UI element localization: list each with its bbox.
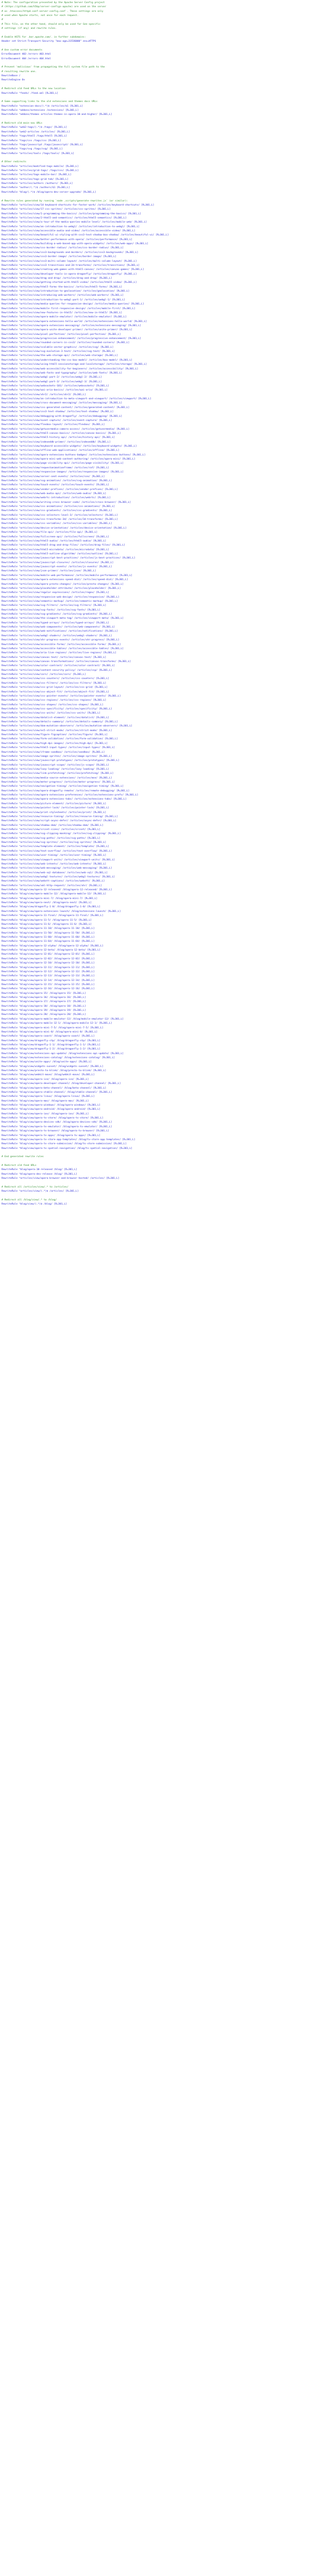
directive-line: RewriteRule ^blog/(.*)$ /blog/opera-dev-server-upgrade/ [R=301,L] <box>2 191 96 194</box>
directive-line: RewriteRule ^articles/view/webgl-part-2/ /articles/webgl-2/ [R=301,L] <box>2 376 102 379</box>
directive-line: RewriteRule ^articles/view/a-tour-of-the-media-queries-mobile-level/ /articles/mobile-web/ [R=301,L] <box>2 221 147 224</box>
directive-line: RewriteRule ^blog/view/opera-mini-7/ /blog/opera-mini-7/ [R=301,L] <box>2 897 98 900</box>
directive-line: RewriteRule ^blog/view/opera-tv-apps/ /blog/opera-tv-apps/ [R=301,L] <box>2 1134 100 1137</box>
directive-line: RewriteRule ^articles/view/opera-mobile-emulator/ /articles/mobile-emulator/ [R=301,L] <box>2 316 127 319</box>
directive-line: RewriteRule ^articles/view/web-messaging/ /articles/web-messaging/ [R=301,L] <box>2 867 112 870</box>
directive-line: RewriteRule ^articles/view/flexbox-layout/ /articles/flexbox/ [R=301,L] <box>2 423 105 427</box>
directive-line: RewriteRule ^blog/view/opera-18/ /blog/opera-18/ [R=301,L] <box>2 1005 86 1008</box>
blank-line <box>0 195 309 199</box>
directive-line: RewriteRule ^articles/view/indexeddb-primer/ /articles/indexeddb/ [R=301,L] <box>2 440 111 444</box>
directive-line: RewriteRule ^blog/view/opera-11-6/ /blog/opera-11-6/ [R=301,L] <box>2 923 92 926</box>
directive-line: RewriteRule ^articles/view/opera-extensions-speed-dial/ /articles/speed-dial/ [R=301,L] <box>2 579 128 582</box>
comment-line: # Some supporting links to the old extensions and themes docs URLs <box>2 100 98 104</box>
directive-line: RewriteRule ^articles/view/mobile-first-responsive-design/ /articles/mobile-first/ [R=301,L] <box>2 307 135 310</box>
directive-line: RewriteRule ^articles/view/javascript-closures/ /articles/closures/ [R=301,L] <box>2 561 114 564</box>
directive-line: RewriteRule ^articles/view/beautiful-ui-styling-with-css3-text-shadow-box-shadow/ /articles/beautiful-ui/ [R=301,L] <box>2 234 169 237</box>
directive-line: RewriteRule ^blog/view/opera-12-beta/ /blog/opera-12-beta/ [R=301,L] <box>2 949 100 952</box>
directive-line: RewriteRule ^blog/view/opera-15/ /blog/opera-15/ [R=301,L] <box>2 992 86 995</box>
directive-line: RewriteRule ^articles/view/opera-extensions-preferences/ /articles/extensions-prefs/ [R=301,L] <box>2 794 139 797</box>
comment-line: # Redirect old main-nav URLs <box>2 122 43 125</box>
directive-line: RewriteRule ^articles/view/css-filters/ /articles/css-filters/ [R=301,L] <box>2 682 107 685</box>
directive-line: RewriteRule ^blog/view/dragonfly-stp/ /blog/dragonfly-stp/ [R=301,L] <box>2 1039 100 1042</box>
directive-line: RewriteRule ^articles/view/javascript-best-practices/ /articles/js-best-practices/ [R=301,L] <box>2 557 135 560</box>
directive-line: RewriteRule ^articles/view/opera-extensions-hello-world/ /articles/extensions-hello-world/ [R=301,L] <box>2 320 147 323</box>
directive-line: RewriteRule ^blog/view/opera-mobile-12/ /blog/opera-mobile-12/ [R=301,L] <box>2 893 107 896</box>
directive-line: RewriteRule ^articles/view/mobile-web-performance/ /articles/mobile-performance/ [R=301,L] <box>2 574 132 577</box>
comment-line: # resulting rewrite one. <box>2 70 37 73</box>
directive-line: RewriteRule ^articles/tags-grid-tab/ [R=301,L] <box>2 178 68 181</box>
directive-line: RewriteRule ^articles/view/accessible-tables/ /articles/accessible-tables/ [R=301,L] <box>2 647 124 650</box>
directive-line: RewriteRule ^blog/view/dragonfly-1-0/ /blog/dragonfly-1-0/ [R=301,L] <box>2 906 100 909</box>
directive-line: RewriteRule ^articles/view/svg-paths/ /articles/svg-paths/ [R=301,L] <box>2 837 100 840</box>
directive-line: RewriteRule ^articles/view/14-keyboard-shortcuts-for-faster-work/ /articles/keyboard-shortcuts/ [R=301,L] <box>2 204 154 207</box>
directive-line: RewriteRule ^articles/view/the-viewport-meta-tag/ /articles/viewport-meta/ [R=301,L] <box>2 617 124 620</box>
directive-line: RewriteRule ^blog/view/opera-coast/ /blog/opera-coast/ [R=301,L] <box>2 1035 95 1038</box>
directive-line: RewriteRule ^articles/view/css-regions/ /articles/css-regions/ [R=301,L] <box>2 699 107 702</box>
comment-line: # Redirect all /articles/view/.* to /articles/ <box>2 1185 68 1189</box>
directive-line: RewriteRule ^blog/view/opera-tv-store-submission/ /blog/tv-store-submission/ [R=301,L] <box>2 1143 127 1146</box>
directive-line: RewriteRule ^blog/view/(.*)$ /blog/ [R=301,L] <box>2 1203 67 1206</box>
directive-line: RewriteRule ^articles/view/svg-clipping-masking/ /articles/svg-clipping/ [R=301,L] <box>2 833 121 836</box>
directive-line: RewriteRule ^articles/view/web-intents/ /articles/web-intents/ [R=301,L] <box>2 862 107 866</box>
directive-line: RewriteRule ^articles/view/css-selectors-level-3/ /articles/selectors/ [R=301,L] <box>2 514 118 517</box>
directive-line: RewriteRule ^articles/view/websockets-101/ /articles/websockets/ [R=301,L] <box>2 384 109 387</box>
directive-line: RewriteRule ^articles/view/srcset-sizes/ /articles/srcset/ [R=301,L] <box>2 828 100 831</box>
directive-line: RewriteRule ^blog/view/opera-12-10/ /blog/opera-12-10/ [R=301,L] <box>2 962 95 965</box>
directive-line: RewriteRule ^articles/view/an-introduction-to-meta-viewport-and-viewport/ /articles/viewport/ [R=301,L] <box>2 398 151 401</box>
directive-line: RewriteRule ^articles/view/cors/ /articles/cors/ [R=301,L] <box>2 673 86 676</box>
directive-line: RewriteRule ^articles/view/svg-gradients/ /articles/svg-gradients/ [R=301,L] <box>2 613 112 616</box>
directive-line: RewriteRule ^blog/view/opera-11-final/ /blog/opera-11-final/ [R=301,L] <box>2 914 104 918</box>
directive-line: RewriteRule ^articles/view/css-border-radius/ /articles/css-border-radius/ [R=301,L] <box>2 247 124 250</box>
directive-line: RewriteRule ^articles/view/pointer-lock/ /articles/pointer-lock/ [R=301,L] <box>2 807 109 810</box>
directive-line: RewriteRule ^articles/view/canvas-text/ /articles/canvas-text/ [R=301,L] <box>2 656 107 659</box>
directive-line: RewriteRule ^tags/javascript /tags/javascript/ [R=301,L] <box>2 143 83 146</box>
directive-line: RewriteRule ^blog/view/opera-mobile-12-1/ /blog/opera-mobile-12-1/ [R=301,L] <box>2 1022 112 1025</box>
blank-line <box>0 1181 309 1185</box>
directive-line: RewriteRule ^blog/view/unite-apps/ /blog/unite-apps/ [R=301,L] <box>2 1061 92 1064</box>
directive-line: RewriteRule ^articles/view/html5-audio/ /articles/html5-audio/ [R=301,L] <box>2 539 107 543</box>
directive-line: RewriteRule ^articles/view/picture-element/ /articles/picture/ [R=301,L] <box>2 802 107 805</box>
directive-line: RewriteRule ^articles/view/user-timing/ /articles/user-timing/ [R=301,L] <box>2 854 107 857</box>
comment-line: # Prevent 'malicious' from propagating the full system file path to the <box>2 66 105 69</box>
directive-line: RewriteRule ^articles/view/resource-timing/ /articles/resource-timing/ [R=301,L] <box>2 815 118 818</box>
directive-line: RewriteRule ^blog/view/presto-to-blink/ /blog/presto-to-blink/ [R=301,L] <box>2 1070 107 1073</box>
directive-line: RewriteRule ^addons/extensions /extensions/ [R=301,L] <box>2 109 79 112</box>
directive-line: RewriteRule ^articles/view/media-source-extensions/ /articles/mse/ [R=301,L] <box>2 776 112 779</box>
directive-line: RewriteRule ^blog/view/dragonfly-1-1/ /blog/dragonfly-1-1/ [R=301,L] <box>2 1043 100 1046</box>
directive-line: RewriteRule ^articles/view/opera-browser-and-browser-hosted/ /articles/ [R=301,L] <box>2 1177 119 1180</box>
comment-line: # as .htaccess/httpd.conf-server-config.conf . These settings are only <box>2 10 104 13</box>
directive-line: RewriteRule ^articles/view/xhr2/ /articles/xhr2/ [R=301,L] <box>2 393 86 396</box>
directive-line: RewriteRule ^articles/view/xhr-progress-events/ /articles/xhr-progress/ [R=301,L] <box>2 639 119 642</box>
blank-line <box>0 1160 309 1164</box>
blank-line <box>0 96 309 100</box>
directive-line: RewriteRule ^articles/view/css-animations/ /articles/css-animations/ [R=301,L] <box>2 505 115 509</box>
directive-line: RewriteRule ^articles/view/iframe-sandbox/ /articles/sandbox/ [R=301,L] <box>2 751 105 754</box>
blank-line <box>0 44 309 48</box>
directive-line: RewriteRule ^articles/view/html5-drag-and-drop-files/ /articles/drag-files/ [R=301,L] <box>2 544 125 547</box>
directive-line: RewriteRule ^articles/view/opera-extensions-messaging/ /articles/extensions-messaging/ [R=301,L] <box>2 324 141 327</box>
comment-line: # <box>2 19 3 22</box>
directive-line: RewriteRule ^addons/themes articles-themes-in-opera-10-and-higher/ [R=301,L] <box>2 113 112 116</box>
directive-line: RewriteRule ^articles/view/scalable-vector-graphics/ /articles/svg/ [R=301,L] <box>2 346 114 349</box>
directive-line: RewriteRule ^articles/view/css3-multi-column-layout/ /articles/multi-column-layout/ [R=301,L] <box>2 260 137 263</box>
directive-line: RewriteRule ^articles/view/the-web-storage-api/ /articles/web-storage/ [R=301,L] <box>2 354 118 358</box>
directive-line: RewriteRule ^blog/view/opera-linux/ /blog/opera-linux/ [R=301,L] <box>2 1095 95 1098</box>
directive-line: RewriteRule ^articles/view/opera-presto-changes/ /articles/presto-changes/ [R=301,L] <box>2 583 124 586</box>
directive-line: RewriteRule ^blog/view/extensions-catalog/ /blog/extensions-catalog/ [R=301,L] <box>2 1057 115 1060</box>
blank-line <box>0 1151 309 1155</box>
directive-line: RewriteRule ^blog/view/opera-mobile-emulator-12/ /blog/mobile-emulator-12/ [R=301,L] <box>2 1018 124 1021</box>
directive-line: RewriteRule ^articles/view/css-counters/ /articles/css-counters/ [R=301,L] <box>2 677 109 681</box>
comment-line: # Note: The configuration presented by the Apache Server Config project <box>2 2 105 4</box>
directive-line: RewriteRule ^blog/view/opera-ice/ /blog/opera-ice/ [R=301,L] <box>2 1078 89 1081</box>
directive-line: RewriteRule ^articles/modified-tags-mobile/ [R=301,L] <box>2 165 79 168</box>
comment-line: # End generated rewrite rules <box>2 1156 44 1159</box>
comment-line: # Redirect all /blog/view/.* to /blog/ <box>2 1198 57 1201</box>
directive-line: RewriteRule ^articles/view/navigation-timing/ /articles/navigation-timing/ [R=301,L] <box>2 785 124 788</box>
directive-line: RewriteRule ^articles/view/page-visibility-api/ /articles/page-visibility/ [R=301,L] <box>2 462 124 465</box>
directive-line: RewriteRule ^articles/view/offline-web-applications/ /articles/offline/ [R=301,L] <box>2 449 119 452</box>
directive-line: RewriteRule ^articles/view/web-fonts-and-typography/ /articles/web-fonts/ [R=301,L] <box>2 371 123 375</box>
directive-line: RewriteRule ^articles/view/opera-mini-web-content-authoring/ /articles/opera-mini/ [R=301,L] <box>2 458 135 461</box>
directive-line: RewriteRule ^articles/view/17-css-sprites/ /articles/css-sprites/ [R=301,L] <box>2 208 111 211</box>
directive-line: RewriteRule ^articles/view/webrtc-introduction/ /articles/webrtc/ [R=301,L] <box>2 497 111 500</box>
directive-line: RewriteRule ^articles/tools /tags/tools/ [R=301,L] <box>2 152 75 155</box>
directive-line: RewriteRule ^articles/view/css-transforms-3d/ /articles/3d-transforms/ [R=301,L] <box>2 518 118 521</box>
directive-line: RewriteRule ^articles/view/responsive-web-design/ /articles/responsive/ [R=301,L] <box>2 596 119 599</box>
directive-line: RewriteRule ^articles/view/meter-progress/ /articles/meter-progress/ [R=301,L] <box>2 781 115 784</box>
comment-line: # Redirect old feed URLs to the new location <box>2 88 66 91</box>
directive-line: RewriteRule ^articles/view/content-security-policy/ /articles/csp/ [R=301,L] <box>2 669 112 672</box>
directive-line: RewriteRule ^articles/view/html5-history-api/ /articles/history-api/ [R=301,L] <box>2 436 115 439</box>
directive-line: RewriteRule ^articles/view/getting-started-with-html5-video/ /articles/html5-video/ [R=301,L] <box>2 281 137 284</box>
directive-line: RewriteRule ^web2-tags/(.*)$ /tags/ [R=301,L] <box>2 126 67 129</box>
directive-line: RewriteRule ^blog/view/opera-next/ /blog/opera-next/ [R=301,L] <box>2 902 92 905</box>
directive-line: RewriteRule ^articles/view/server-sent-events/ /articles/sse/ [R=301,L] <box>2 475 105 478</box>
directive-line: RewriteRule ^articles/view/css-units/ /articles/css-units/ [R=301,L] <box>2 712 100 715</box>
directive-line: RewriteRule ^articles/view/vendor-prefixes/ /articles/vendor-prefixes/ [R=301,L] <box>2 488 118 491</box>
directive-line: RewriteRule ^blog/view/opera-11-5/ /blog/opera-11-5/ [R=301,L] <box>2 919 92 922</box>
directive-line: RewriteRule ^articles/view/web-notifications/ /articles/notifications/ [R=301,L] <box>2 630 118 633</box>
directive-line: RewriteRule ^articles/view/using-html5-sessionstorage-and-localstorage/ /articles/storage/ [R=301,L] <box>2 363 147 366</box>
directive-line: RewriteRule ^articles/view/getusermedia-camera-access/ /articles/getusermedia/ [R=301,L] <box>2 428 130 431</box>
directive-line: RewriteRule ^articles/view/color-contrast/ /articles/color-contrast/ [R=301,L] <box>2 665 115 668</box>
directive-line: RewriteRule ^articles/view/css-gradients/ /articles/css-gradients/ [R=301,L] <box>2 510 112 513</box>
directive-line: RewriteRule ^articles/view/script-async-defer/ /articles/async-defer/ [R=301,L] <box>2 820 116 823</box>
directive-line: RewriteRule ^blog/view/opera-12-12/ /blog/opera-12-12/ [R=301,L] <box>2 970 95 973</box>
directive-line: RewriteRule ^articles/view/requestanimationframe/ /articles/raf/ [R=301,L] <box>2 466 109 469</box>
directive-line: RewriteRule ^blog/view/opera-17/ /blog/opera-17/ [R=301,L] <box>2 1001 86 1004</box>
directive-line: RewriteRule ^tags/svg /tags/svg/ [R=301,L] <box>2 148 63 151</box>
directive-line: RewriteRule ^articles/view/css-shapes/ /articles/css-shapes/ [R=301,L] <box>2 703 104 706</box>
directive-line: RewriteRule ^articles/view/opera-unite-developer-primer/ /articles/unite-primer/ [R=301,L] <box>2 329 132 332</box>
directive-line: RewriteRule ^articles/view/details-summary/ /articles/details-summary/ [R=301,L] <box>2 721 118 724</box>
directive-line: RewriteRule ^blog/opera-dev-release /blog/ [R=301,L] <box>2 1173 77 1176</box>
directive-line: RewriteRule ^blog/view/opera-tv-store-app-templates/ /blog/tv-store-app-templates/ [R=301,L] <box>2 1138 135 1141</box>
directive-line: RewriteRule ^articles/view/javascript-events/ /articles/js-events/ [R=301,L] <box>2 566 112 569</box>
directive-line: RewriteRule ^articles/view/webgl-textures/ /articles/webgl-textures/ [R=301,L] <box>2 875 115 878</box>
directive-line: RewriteRule ^articles/view/device-orientation/ /articles/device-orientation/ [R=301,L] <box>2 527 127 530</box>
directive-line: RewriteRule ^articles/view/css-pointer-events/ /articles/pointer-events/ [R=301,L] <box>2 694 121 698</box>
directive-line: RewriteRule ^articles/view/understanding-the-css-box-model/ /articles/box-model/ [R=301,L] <box>2 359 132 362</box>
directive-line: RewriteRule ^articles/view/datalist-element/ /articles/datalist/ [R=301,L] <box>2 716 109 719</box>
directive-line: RewriteRule ^articles/view/opera-dragonfly-remote/ /articles/remote-debugging/ [R=301,L] <box>2 789 130 792</box>
directive-line: RewriteRule ^blog/view/opera-12-13/ /blog/opera-12-13/ [R=301,L] <box>2 975 95 978</box>
directive-line: RewriteEngine On <box>2 79 25 82</box>
directive-line: RewriteRule ^web2-articles /articles/ [R=301,L] <box>2 130 70 133</box>
directive-line: RewriteRule ^articles/view/high-dpi-images/ /articles/high-dpi/ [R=301,L] <box>2 742 108 745</box>
directive-line: RewriteRule ^articles/view/progressive-enhancement/ /articles/progressive-enhancement/ [R=301,L] <box>2 337 141 341</box>
directive-line: RewriteRule ^articles/view/2-html5-and-semantics/ /articles/html5-semantics/ [R=301,L] <box>2 216 127 219</box>
directive-line: RewriteRule ^blog/view/opera-tv-spatial-navigation/ /blog/tv-spatial-navigation/ [R=301,L] <box>2 1147 132 1150</box>
directive-line: RewriteRule ^tags/css /tags/css [R=301,L] <box>2 139 61 142</box>
directive-line: ErrorDocument 403 /errors-403.html <box>2 53 51 56</box>
directive-line: RewriteRule ^extension-docs/(.*)$ /articles/$1 [R=301,L] <box>2 105 83 108</box>
directive-line: RewriteRule ^blog/view/opera-12-alpha/ /blog/opera-12-alpha/ [R=301,L] <box>2 944 104 947</box>
directive-line: RewriteRule ^feeds/ /feed.xml [R=301,L] <box>2 92 59 95</box>
directive-line: RewriteRule ^blog/view/opera-12-11/ /blog/opera-12-11/ [R=301,L] <box>2 966 95 969</box>
directive-line: RewriteRule ^blog/view/opera-stable-channel/ /blog/stable-channel/ [R=301,L] <box>2 1091 112 1094</box>
directive-line: RewriteRule ^articles/view/cross-document-messaging/ /articles/messaging/ [R=301,L] <box>2 402 123 405</box>
comment-line: # Other redirects <box>2 161 26 164</box>
directive-line: RewriteRule ^articles/view/better-performance-with-opera/ /articles/performance/ [R=301,L] <box>2 238 132 241</box>
directive-line: RewriteRule ^articles/view/form-validation/ /articles/form-validation/ [R=301,L] <box>2 738 118 741</box>
directive-line: RewriteRule ^articles/view/typed-arrays/ /articles/typed-arrays/ [R=301,L] <box>2 621 109 624</box>
directive-line: RewriteRule ^articles/view/html5-forms-the-basics/ /articles/html5-forms/ [R=301,L] <box>2 285 123 289</box>
directive-line: RewriteRule ^articles/view/file-api/ /articles/file-api/ [R=301,L] <box>2 531 98 534</box>
directive-line: RewriteRule ^articles/view/svg-fonts/ /articles/svg-fonts/ [R=301,L] <box>2 608 100 612</box>
directive-line: RewriteRule ^articles/view/creating-web-games-with-html5-canvas/ /articles/canvas-games/ [R=301,L] <box>2 268 144 272</box>
directive-line: RewriteRule ^articles/view/css-variables/ /articles/css-variables/ [R=301,L] <box>2 522 112 526</box>
blank-line <box>0 61 309 65</box>
directive-line: RewriteRule ^blog/view/dragonfly-1-2/ /blog/dragonfly-1-2/ [R=301,L] <box>2 1048 100 1051</box>
directive-line: RewriteRule ^articles/view/drag-and-drop/ /articles/drag-and-drop/ [R=301,L] <box>2 277 112 280</box>
comment-line: # settings (if any) and rewrite rules. <box>2 27 57 30</box>
directive-line: RewriteRule ^articles/view/introduction-to-geolocation/ /articles/geolocation/ [R=301,L] <box>2 290 130 293</box>
directive-line: RewriteRule ^articles/grid-tags/ /tags/css/ [R=301,L] <box>2 170 79 173</box>
directive-line: RewriteRule ^articles/view/web-accessibility-for-beginners/ /articles/accessibility/ [R=301,L] <box>2 367 139 370</box>
blank-line <box>0 1194 309 1198</box>
directive-line: RewriteRule ^blog/view/opera-20/ /blog/opera-20/ [R=301,L] <box>2 1013 86 1016</box>
directive-line: RewriteRule ^articles/view/image-sprites/ /articles/image-sprites/ [R=301,L] <box>2 755 112 758</box>
directive-line: RewriteRule ^articles/view/event-capture/ /articles/event-capture/ [R=301,L] <box>2 419 112 422</box>
directive-line: RewriteRule ^articles/view/css-specificity/ /articles/specificity/ [R=301,L] <box>2 707 112 710</box>
directive-line: RewriteRule ^articles/view/wai-aria-basics/ /articles/wai-aria/ [R=301,L] <box>2 389 108 392</box>
directive-line: RewriteRule ^blog/view/opera-12-16/ /blog/opera-12-16/ [R=301,L] <box>2 988 95 991</box>
directive-line: RewriteRule ^articles/view/opera-extensions-buttons-badges/ /articles/extensions-buttons/ [R=301,L] <box>2 453 146 456</box>
directive-line: RewriteRule ^articles/view/developer-tools-in-opera-dragonfly/ /articles/dragonfly/ [R=301,L] <box>2 273 137 276</box>
directive-line: RewriteRule ^articles/view/javascript-scope/ /articles/js-scope/ [R=301,L] <box>2 764 109 767</box>
blank-line <box>0 117 309 122</box>
directive-line: RewriteRule ^articles/view/placeholder-attribute/ /articles/placeholder/ [R=301,L] <box>2 587 121 590</box>
directive-line: RewriteRule ^articles/view/css3-text-shadow/ /articles/text-shadow/ [R=301,L] <box>2 411 114 414</box>
directive-line: RewriteRule ^blog/view/extensions-api-update/ /blog/extensions-api-update/ [R=301,L] <box>2 1052 124 1055</box>
comment-line: # Enable HSTS for .bar.apache.com/. in further subdomains: <box>2 36 86 39</box>
directive-line: RewriteRule ^articles/view/web-sql-database/ /articles/web-sql/ [R=301,L] <box>2 871 108 874</box>
directive-line: RewriteRule ^articles/view/webgl-shaders/ /articles/webgl-shaders/ [R=301,L] <box>2 634 112 637</box>
directive-line: RewriteRule ^articles/view/web-components/ /articles/web-components/ [R=301,L] <box>2 626 115 629</box>
directive-line: RewriteRule ^articles/view/figure-figcaption/ /articles/figure/ [R=301,L] <box>2 734 108 737</box>
directive-line: RewriteRule ^articles/view/semantic-markup/ /articles/semantic-markup/ [R=301,L] <box>2 600 118 603</box>
directive-line: RewriteRule ^articles/view/responsive-images/ /articles/responsive-images/ [R=301,L] <box>2 471 124 474</box>
directive-line: RewriteRule ^articles/view/web-audio-api/ /articles/web-audio/ [R=301,L] <box>2 492 107 495</box>
directive-line: RewriteRule ^articles/view/css-object-fit/ /articles/object-fit/ [R=301,L] <box>2 690 109 693</box>
directive-line: RewriteRule ^articles/view/webvtt-captions/ /articles/webvtt/ [R=301,L] <box>2 880 105 883</box>
directive-line: RewriteRule ^articles/view/xml-http-request/ /articles/xhr/ [R=301,L] <box>2 884 102 887</box>
directive-line: RewriteRule ^articles/view/regular-expressions/ /articles/regex/ [R=301,L] <box>2 591 109 595</box>
directive-line: RewriteRule ^articles/view/shadow-dom/ /articles/shadow-dom/ [R=301,L] <box>2 824 104 827</box>
directive-line: RewriteRule ^blog/view/opera-12-15/ /blog/opera-12-15/ [R=301,L] <box>2 983 95 986</box>
directive-line: RewriteRule ^articles/view/css-grid-layout/ /articles/css-grid/ [R=301,L] <box>2 686 108 689</box>
directive-line: RewriteRule ^blog/view/opera-11-60/ /blog/opera-11-60/ [R=301,L] <box>2 936 95 939</box>
comment-line: # Redirect old feed URLs <box>2 1164 37 1167</box>
directive-line: RewriteRule ^articles/view/link-prefetching/ /articles/prefetching/ [R=301,L] <box>2 772 114 775</box>
directive-line: RewriteRule ^articles/view/css-generated-content/ /articles/generated-content/ [R=301,L] <box>2 406 130 409</box>
comment-line: # used when Apache starts, not once for each request. <box>2 14 79 18</box>
directive-line: RewriteRule ^articles/view/lazy-loading/ /articles/lazy-loading/ [R=301,L] <box>2 768 109 771</box>
directive-line: RewriteRule ^articles/view/html5-input-types/ /articles/input-types/ [R=301,L] <box>2 747 115 750</box>
directive-line: RewriteRule ^blog/view/opera-19/ /blog/opera-19/ [R=301,L] <box>2 1009 86 1012</box>
directive-line: RewriteRule ^articles/view/writing-cross-browser-code/ /articles/cross-browser/ [R=301,L] <box>2 501 131 504</box>
directive-line: RewriteRule ^blog/view/opera-beta-channel/ /blog/beta-channel/ [R=301,L] <box>2 1087 107 1090</box>
directive-line: RewriteRule ^blog/view/opera-11-64/ /blog/opera-11-64/ [R=301,L] <box>2 940 95 943</box>
directive-line: RewriteRule ^blog/view/opera-ios/ /blog/opera-ios/ [R=301,L] <box>2 1112 89 1115</box>
directive-line: RewriteRule ^blog/view/opera-windows/ /blog/opera-windows/ [R=301,L] <box>2 1104 100 1107</box>
directive-line: RewriteRule ^articles/view/rounded-corners-in-css3/ /articles/rounded-corners/ [R=301,L] <box>2 342 130 345</box>
directive-line: RewriteRule ^blog/view/opera-tv-emulator/ /blog/opera-tv-emulator/ [R=301,L] <box>2 1125 112 1128</box>
directive-line: RewriteRule ^blog/view/opera-tv-browser/ /blog/opera-tv-browser/ [R=301,L] <box>2 1130 109 1133</box>
directive-line: RewriteRule ^articles/view/html5-microdata/ /articles/microdata/ [R=301,L] <box>2 548 109 551</box>
directive-line: ErrorDocument 404 /errors-404.html <box>2 57 51 60</box>
directive-line: RewriteRule ^blog/view/opera-tv-store/ /blog/opera-tv-store/ [R=301,L] <box>2 1117 104 1120</box>
directive-line: RewriteRule ^articles/view/print-stylesheets/ /articles/print/ [R=301,L] <box>2 811 107 814</box>
directive-line: RewriteRule ^blog/view/opera-mini-7-5/ /blog/opera-mini-7-5/ [R=301,L] <box>2 1026 104 1029</box>
directive-line: RewriteRule ^articles/view/aria-live-regions/ /articles/live-regions/ [R=301,L] <box>2 652 116 655</box>
directive-line: RewriteRule ^articles/view/pixel-perfection/ /articles/pixel-perfection/ [R=301,L] <box>2 333 121 336</box>
directive-line: RewriteRule ^articles/view/debugging-with-dragonfly/ /articles/debugging/ [R=301,L] <box>2 415 123 418</box>
directive-line: RewriteRule ^articles/view/introducing-web-workers/ /articles/web-workers/ [R=301,L] <box>2 294 124 297</box>
directive-line: RewriteRule ^blog/view/webkit-move/ /blog/webkit-move/ [R=301,L] <box>2 1074 95 1077</box>
directive-line: RewriteRule ^articles/tags-mobile-bar/ [R=301,L] <box>2 174 72 177</box>
blank-line <box>0 156 309 160</box>
directive-line: RewriteRule ^articles/view/accessible-forms/ /articles/accessible-forms/ [R=301,L] <box>2 643 121 646</box>
directive-line: RewriteRule ^articles/view/html5-canvas-basics/ /articles/canvas-basics/ [R=301,L] <box>2 432 121 435</box>
directive-line: RewriteRule ^articles/view/css3-transitions-and-2d-transforms/ /articles/transitions/ [R=301,L] <box>2 264 140 267</box>
directive-line: RewriteRule ^articles/view/json-primer/ /articles/json/ [R=301,L] <box>2 570 96 573</box>
directive-line: RewriteRule ^blog/view/opera-devices-sdk/ /blog/opera-devices-sdk/ [R=301,L] <box>2 1121 112 1124</box>
directive-line: RewriteRule ^articles/view/javascript-prototypes/ /articles/prototypes/ [R=301,L] <box>2 759 119 762</box>
directive-line: RewriteRule ^articles/view/webgl-part-3/ /articles/webgl-3/ [R=301,L] <box>2 380 102 383</box>
directive-line: RewriteRule ^articles/view/canvas-transformations/ /articles/canvas-transforms/ [R=301,L] <box>2 660 131 663</box>
directive-line: RewriteRule ^blog/view/opera-12-02/ /blog/opera-12-02/ [R=301,L] <box>2 957 95 960</box>
directive-line: RewriteRule ^articles/view/accessible-audio-and-video/ /articles/accessible-video/ [R=301,L] <box>2 230 135 233</box>
directive-line: RewriteRule ^articles/view/svg-evolution-3-text/ /articles/svg-text/ [R=301,L] <box>2 350 115 353</box>
directive-line: RewriteRule ^articles/view/introduction-to-webgl-part-1/ /articles/webgl-1/ [R=301,L] <box>2 298 125 301</box>
directive-line: RewriteRule ^blog/view/opera-11-50/ /blog/opera-11-50/ [R=301,L] <box>2 931 95 935</box>
directive-line: RewriteRule ^articles/view/new-features-in-html5/ /articles/new-in-html5/ [R=301,L] <box>2 311 123 314</box>
directive-line: RewriteRule ^articles/view/svg-filters/ /articles/svg-filters/ [R=301,L] <box>2 604 107 607</box>
directive-line: RewriteRule ^tags/html5 /tags/html5 [R=301,L] <box>2 135 67 138</box>
directive-line: RewriteRule ^articles/view/opera-extensions-tabs/ /articles/extensions-tabs/ [R=301,L] <box>2 798 127 801</box>
directive-line: RewriteRule ^articles/view/template-element/ /articles/template/ [R=301,L] <box>2 845 109 849</box>
directive-line: RewriteRule ^articles/authors /authors/ [R=301,L] <box>2 182 73 185</box>
blank-line <box>0 31 309 36</box>
directive-line: RewriteRule ^articles/view/1-programming-the-basics/ /articles/programming-the-basics/ [R=301,L] <box>2 212 141 215</box>
directive-line: RewriteRule ^blog/view/opera-android/ /blog/opera-android/ [R=301,L] <box>2 1108 100 1111</box>
directive-line: RewriteRule ^articles/view/building-a-web-based-app-with-opera-widgets/ /articles/web-apps/ [R=301,L] <box>2 243 149 246</box>
directive-line: RewriteRule ^articles/view/svg-sprites/ /articles/svg-sprites/ [R=301,L] <box>2 841 107 844</box>
directive-line: RewriteRule ^author/(.*)$ /authors/$1 [R=301,L] <box>2 187 70 190</box>
directive-line: RewriteRule ^articles/view/fullscreen-api/ /articles/fullscreen/ [R=301,L] <box>2 535 109 538</box>
directive-line: RewriteRule ^articles/view/html5-outline-algorithm/ /articles/outline/ [R=301,L] <box>2 553 118 555</box>
directive-line: RewriteRule ^blog/view/opera-11-10/ /blog/opera-11-10/ [R=301,L] <box>2 927 95 930</box>
directive-line: RewriteRule ^articles/view/svg-animation/ /articles/svg-animation/ [R=301,L] <box>2 479 112 482</box>
directive-line: RewriteRule ^articles/view/(.*)$ /articles/ [R=301,L] <box>2 1190 79 1193</box>
directive-line: RewriteRule ^articles/view/media-queries-for-responsive-design/ /articles/media-queries/ [R=301,L] <box>2 303 144 306</box>
directive-line: Header set Strict-Transport-Security "max-age=31536000" env=HTTPS <box>2 40 96 43</box>
directive-line: RewriteRule ^articles/view/an-introduction-to-webgl/ /articles/introduction-to-webgl/ [R=301,L] <box>2 225 140 228</box>
directive-line: RewriteRule ^articles/view/css3-backgrounds-and-borders/ /articles/css3-backgrounds/ [R=301,L] <box>2 251 139 254</box>
blank-line <box>0 83 309 87</box>
directive-line: RewriteRule ^blog/view/opera-mini-8/ /blog/opera-mini-8/ [R=301,L] <box>2 1030 98 1033</box>
directive-line: RewriteRule ^blog/view/opera-extensions-launch/ /blog/extensions-launch/ [R=301,L] <box>2 910 121 913</box>
comment-line: # This file, on the other hand, should only be used for Gen-specific <box>2 23 100 26</box>
directive-line: RewriteRule ^blog/view/opera-12-14/ /blog/opera-12-14/ [R=301,L] <box>2 979 95 982</box>
directive-line: RewriteRule ^blog/opera-10-released /blog/ [R=301,L] <box>2 1168 77 1172</box>
directive-line: RewriteRule ^articles/view/touch-events/ /articles/touch-events/ [R=301,L] <box>2 484 109 487</box>
directive-line: RewriteRule ^articles/view/dom-mutation-observers/ /articles/mutation-observers/ [R=301,L] <box>2 725 132 728</box>
directive-line: RewriteRule ^blog/view/widgets-sunset/ /blog/widgets-sunset/ [R=301,L] <box>2 1065 104 1068</box>
directive-line: RewriteRule ^articles/view/viewport-units/ /articles/viewport-units/ [R=301,L] <box>2 858 115 861</box>
comment-line: # (https://github.com/h5bp/server-configs-apache) are used on the server <box>2 6 107 9</box>
directive-line: RewriteRule ^articles/view/keyboard-accessible-widgets/ /articles/keyboard-widgets/ [R=301,L] <box>2 445 137 448</box>
directive-line: RewriteRule ^blog/view/opera-mac/ /blog/opera-mac/ [R=301,L] <box>2 1099 89 1103</box>
directive-line: RewriteRule ^blog/view/opera-developer-channel/ /blog/developer-channel/ [R=301,L] <box>2 1082 121 1086</box>
comment-line: # Use custom error documents <box>2 48 43 52</box>
directive-line: RewriteRule ^articles/view/es5-strict-mode/ /articles/strict-mode/ [R=301,L] <box>2 729 112 732</box>
directive-line: RewriteRule ^blog/view/opera-12-released/ /blog/opera-12-released/ [R=301,L] <box>2 889 112 892</box>
comment-line: # Rewrite rules generated by running `node _scripts/generate-rewrites.js` (or similar): <box>2 199 128 202</box>
directive-line: RewriteBase / <box>2 75 21 78</box>
directive-line: RewriteRule ^blog/view/opera-16/ /blog/opera-16/ [R=301,L] <box>2 996 86 999</box>
directive-line: RewriteRule ^blog/view/opera-12-01/ /blog/opera-12-01/ [R=301,L] <box>2 953 95 956</box>
directive-line: RewriteRule ^articles/view/text-overflow/ /articles/text-overflow/ [R=301,L] <box>2 850 112 853</box>
directive-line: RewriteRule ^articles/view/css3-border-image/ /articles/border-image/ [R=301,L] <box>2 256 116 259</box>
